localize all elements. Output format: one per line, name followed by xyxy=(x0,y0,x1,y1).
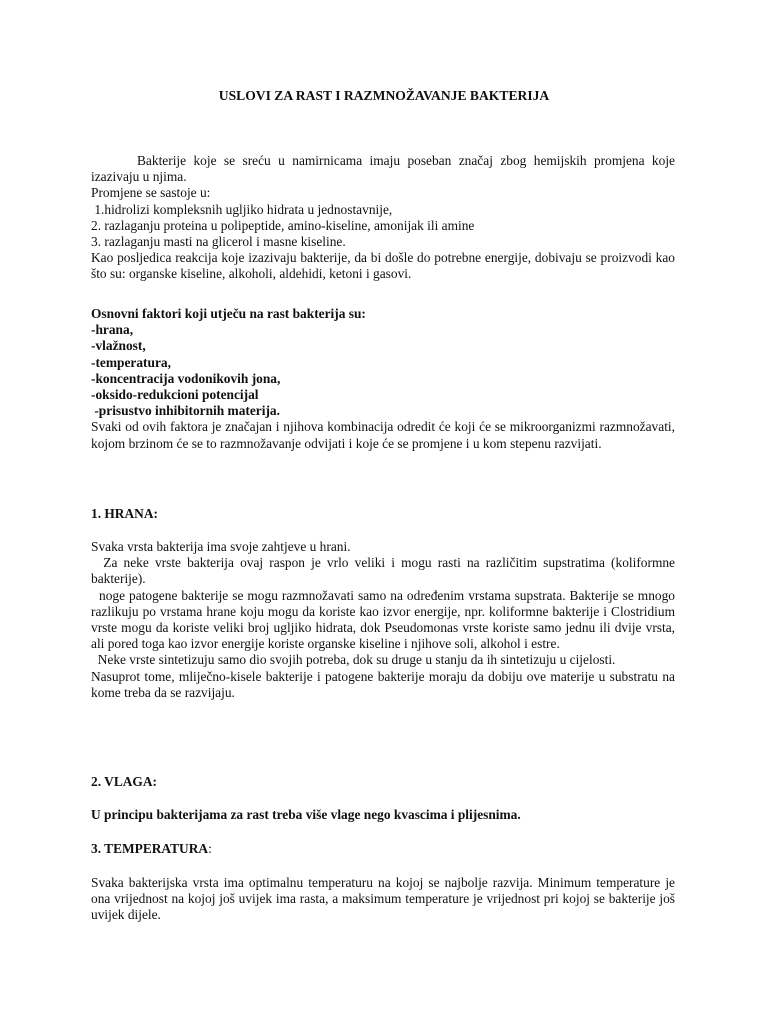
hrana-paragraph-1: Svaka vrsta bakterija ima svoje zahtjeve u hrani. xyxy=(91,539,351,554)
section-heading xyxy=(91,774,675,790)
vlaga-heading-colon: : xyxy=(152,774,157,789)
hrana-paragraph-4: Neke vrste sintetizuju samo dio svojih potreba, dok su druge u stanju da ih sintetizuju u cijelosti. xyxy=(91,652,616,668)
intro-paragraph-2: Promjene se sastoje u: xyxy=(91,185,211,201)
section-temperatura xyxy=(91,841,675,857)
hrana-paragraph-3: noge patogene bakterije se mogu razmnožavati samo na određenim vrstama supstrata. Bakterije se mnogo razlikuju po vrstama hrane koju mogu da koriste kao izvor energije, npr. koliformne bakterije i Clostridium vrste mogu da koriste veliki broj ugljiko hidrata, dok Pseudomonas vrste koriste samo jednu ili dvije vrsta, ali pored toga kao izvor energije koriste organske kiseline i njihove soli, alkohol i estre. xyxy=(91,587,679,652)
temperatura-heading-colon: : xyxy=(208,841,212,856)
factor-item: -temperatura, xyxy=(91,354,171,370)
intro-list-item: 1.hidrolizi kompleksnih ugljiko hidrata u jednostavnije, xyxy=(91,201,393,217)
intro-paragraph-3: Kao posljedica reakcija koje izazivaju bakterije, da bi došle do potrebne energije, dobivaju se proizvodi kao što su: organske kiseline, alkoholi, aldehidi, ketoni i gasovi. xyxy=(91,250,675,282)
factor-item: -koncentracija vodonikovih jona, xyxy=(91,370,281,386)
hrana-paragraph-2: Za neke vrste bakterija ovaj raspon je vrlo veliki i mogu rasti na različitim supstratima (koliformne bakterije). xyxy=(91,555,679,587)
vlaga-heading-text: 2. VLAGA xyxy=(91,774,153,789)
factors-summary: Svaki od ovih faktora je značajan i njihova kombinacija odredit će koji će se mikroorganizmi razmnožavati, kojom brzinom će se to razmnožavanje odvijati i koje će se promjene i u kom stepenu razvijati. xyxy=(91,419,675,451)
temperatura-heading-text: 3. TEMPERATURA xyxy=(91,841,209,856)
factor-item: -oksido-redukcioni potencijal xyxy=(91,387,259,403)
section-heading: 1. HRANA: xyxy=(91,506,158,521)
factor-item: -hrana, xyxy=(91,322,134,338)
temperatura-paragraph-1: Svaka bakterijska vrsta ima optimalnu temperaturu na kojoj se najbolje razvija. Minimum temperature je ona vrijednost na kojoj još uvijek ima rasta, a maksimum temperature je vrijednost pri kojoj se bakterije još uvijek dijele. xyxy=(91,875,675,923)
intro-section xyxy=(91,153,675,283)
section-hrana-body xyxy=(91,539,679,701)
factor-item: -vlažnost, xyxy=(91,338,146,354)
section-vlaga-body xyxy=(91,807,675,823)
factors-section xyxy=(91,306,675,452)
section-hrana xyxy=(91,506,675,522)
document-title: USLOVI ZA RAST I RAZMNOŽAVANJE BAKTERIJA xyxy=(218,88,550,103)
vlaga-paragraph-1: U principu bakterijama za rast treba više vlage nego kvascima i plijesnima. xyxy=(91,807,521,822)
factor-item: -prisustvo inhibitornih materija. xyxy=(91,403,280,419)
intro-paragraph-1: Bakterije koje se sreću u namirnicama imaju poseban značaj zbog hemijskih promjena koje izazivaju u njima. xyxy=(91,153,675,185)
factors-heading: Osnovni faktori koji utječu na rast bakterija su: xyxy=(91,306,366,321)
intro-list-item: 2. razlaganju proteina u polipeptide, amino-kiseline, amonijak ili amine xyxy=(91,217,475,233)
section-heading xyxy=(91,841,675,857)
intro-list-item: 3. razlaganju masti na glicerol i masne kiseline. xyxy=(91,234,346,250)
hrana-paragraph-5: Nasuprot tome, mliječno-kisele bakterije i patogene bakterije moraju da dobiju ove materije u substratu na kome treba da se razvijaju. xyxy=(91,668,675,700)
section-temperatura-body xyxy=(91,875,675,924)
section-vlaga xyxy=(91,774,675,790)
